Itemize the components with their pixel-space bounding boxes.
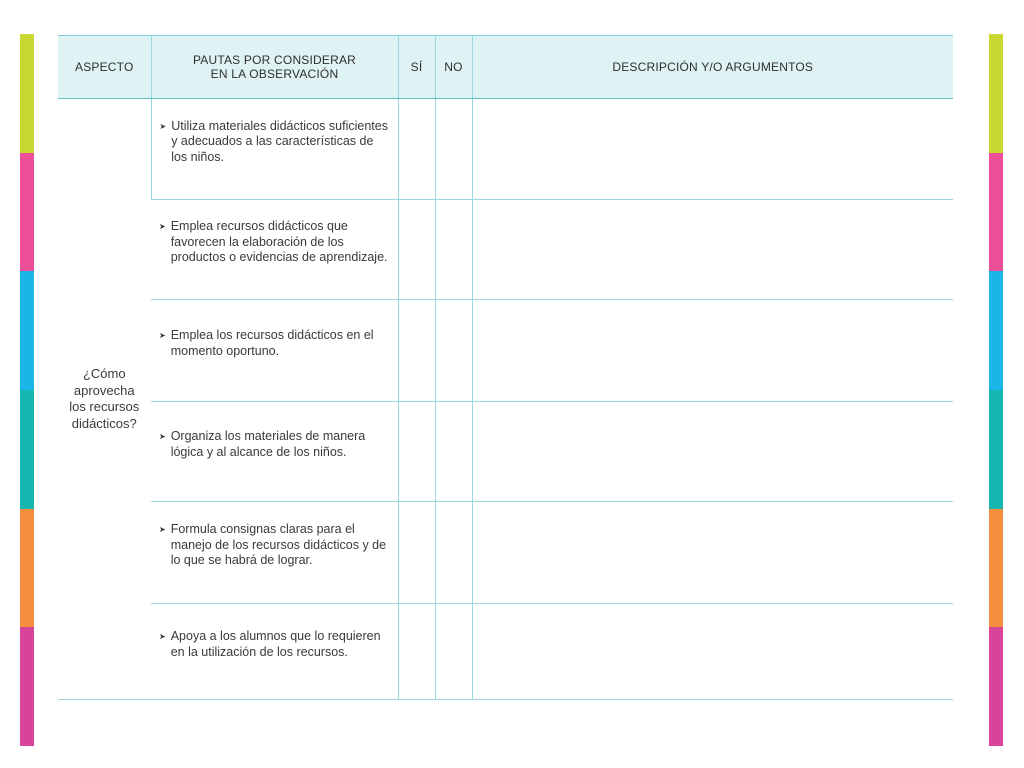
strip-segment bbox=[989, 509, 1003, 628]
header-descripcion: DESCRIPCIÓN Y/O ARGUMENTOS bbox=[472, 36, 953, 99]
pauta-item bbox=[159, 219, 392, 266]
description-cell[interactable] bbox=[472, 300, 953, 402]
no-checkbox-cell[interactable] bbox=[435, 200, 472, 300]
strip-segment bbox=[989, 271, 1003, 390]
strip-segment bbox=[989, 627, 1003, 746]
si-checkbox-cell[interactable] bbox=[398, 604, 435, 700]
description-cell[interactable] bbox=[472, 200, 953, 300]
pauta-cell bbox=[151, 99, 398, 200]
pauta-cell bbox=[151, 300, 398, 402]
pauta-item bbox=[159, 522, 392, 569]
aspect-cell: ¿Cómo aprovecha los recursos didácticos? bbox=[58, 99, 151, 700]
table-header bbox=[58, 36, 953, 99]
strip-segment bbox=[989, 153, 1003, 272]
triangle-bullet-icon: ➤ bbox=[159, 632, 166, 641]
triangle-bullet-icon: ➤ bbox=[159, 121, 167, 131]
triangle-bullet-icon: ➤ bbox=[159, 525, 166, 535]
strip-segment bbox=[20, 627, 34, 746]
si-checkbox-cell[interactable] bbox=[398, 402, 435, 502]
left-color-strip bbox=[20, 34, 34, 746]
table-row bbox=[58, 402, 953, 502]
si-checkbox-cell[interactable] bbox=[398, 300, 435, 402]
no-checkbox-cell[interactable] bbox=[435, 604, 472, 700]
description-cell[interactable] bbox=[472, 604, 953, 700]
no-checkbox-cell[interactable] bbox=[435, 99, 472, 200]
strip-segment bbox=[20, 34, 34, 153]
table-row bbox=[58, 200, 953, 300]
table-row bbox=[58, 604, 953, 700]
strip-segment bbox=[20, 509, 34, 628]
triangle-bullet-icon: ➤ bbox=[159, 222, 166, 232]
pauta-text: Formula consignas claras para el manejo de los recursos didácticos y de lo que se habrá de lograr. bbox=[170, 522, 387, 568]
description-cell[interactable] bbox=[472, 502, 953, 604]
strip-segment bbox=[20, 271, 34, 390]
table-row bbox=[58, 502, 953, 604]
pauta-cell bbox=[151, 502, 398, 604]
si-checkbox-cell[interactable] bbox=[398, 99, 435, 200]
pauta-text: Organiza los materiales de manera lógica y al alcance de los niños. bbox=[170, 429, 366, 459]
strip-segment bbox=[20, 390, 34, 509]
pauta-cell bbox=[151, 200, 398, 300]
header-no: NO bbox=[435, 36, 472, 99]
triangle-bullet-icon: ➤ bbox=[159, 331, 166, 340]
strip-segment bbox=[20, 153, 34, 272]
pauta-item bbox=[160, 119, 392, 166]
description-cell[interactable] bbox=[472, 402, 953, 502]
description-cell[interactable] bbox=[472, 99, 953, 200]
pauta-cell bbox=[151, 402, 398, 502]
triangle-bullet-icon: ➤ bbox=[159, 432, 166, 441]
pauta-text: Emplea los recursos didácticos en el momento oportuno. bbox=[170, 328, 374, 358]
observation-table bbox=[58, 35, 953, 700]
pauta-item bbox=[159, 429, 392, 460]
header-aspecto: ASPECTO bbox=[58, 36, 151, 99]
table-row bbox=[58, 99, 953, 200]
si-checkbox-cell[interactable] bbox=[398, 502, 435, 604]
pauta-text: Apoya a los alumnos que lo requieren en la utilización de los recursos. bbox=[170, 629, 381, 659]
strip-segment bbox=[989, 390, 1003, 509]
no-checkbox-cell[interactable] bbox=[435, 300, 472, 402]
header-si: SÍ bbox=[398, 36, 435, 99]
pauta-item bbox=[159, 328, 392, 359]
pauta-text: Utiliza materiales didácticos suficientes y adecuados a las características de los niños. bbox=[171, 118, 388, 164]
right-color-strip bbox=[989, 34, 1003, 746]
si-checkbox-cell[interactable] bbox=[398, 200, 435, 300]
table-row bbox=[58, 300, 953, 402]
header-pautas: PAUTAS POR CONSIDERAR EN LA OBSERVACIÓN bbox=[151, 36, 398, 99]
pauta-item bbox=[159, 629, 392, 660]
pauta-cell bbox=[151, 604, 398, 700]
no-checkbox-cell[interactable] bbox=[435, 502, 472, 604]
no-checkbox-cell[interactable] bbox=[435, 402, 472, 502]
table-body bbox=[58, 99, 953, 700]
strip-segment bbox=[989, 34, 1003, 153]
pauta-text: Emplea recursos didácticos que favorecen la elaboración de los productos o evidencias de aprendizaje. bbox=[170, 219, 388, 265]
